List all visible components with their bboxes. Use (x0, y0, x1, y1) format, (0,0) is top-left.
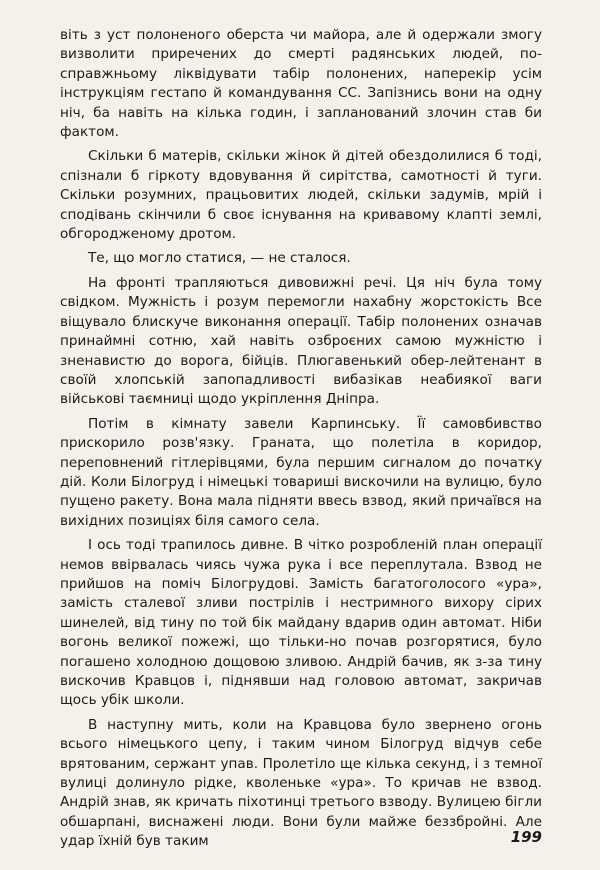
page-number: 199 (510, 828, 542, 846)
paragraph: В наступну мить, коли на Кравцова було звернено огонь всього німецького цепу, і таким чином Білогруд відчув себе врятованим, сержант упав. Пролетіло ще кілька секунд, і з темної вулиці долинуло рідке, кволеньке «ура». То кричав не взвод. Андрій знав, як кричать піхотинці третього взводу. Вулицею бігли обшарпані, виснажені люди. Вони були майже беззбройні. Але удар їхній був таким (60, 716, 542, 850)
paragraph: Те, що могло статися, — не сталося. (88, 250, 351, 267)
paragraph: віть з уст полоненого оберста чи майора, але й одержали змогу визволити приречених до смерті радянських людей, по-справжньому ліквідувати табір полонених, наперекір усім інструкціям гестапо й командування СС. Запізнись вони на одну ніч, ба навіть на кілька годин, і запланований злочин став би фактом. (60, 27, 542, 141)
paragraph: І ось тоді трапилось дивне. В чітко розробленій план операції немов ввірвалась чиясь чужа рука і все переплутала. Взвод не прийшов на поміч Білогрудові. Замість багатоголосого «ура», замість сталевої зливи пострілів і нестримного вихору сірих шинелей, від тину по той бік майдану вдарив один автомат. Ніби вогонь великої пожежі, що тільки-но почав розгорятися, було погашено холодною дощовою зливою. Андрій бачив, як з-за тину вискочив Кравцов і, піднявши над головою автомат, закричав щось убік школи. (60, 537, 542, 709)
body-text (60, 26, 542, 852)
paragraph: На фронті трапляються дивовижні речі. Ця ніч була тому свідком. Мужність і розум перемогли нахабну жорстокість Все віщувало блискуче виконання операції. Табір полонених означав принаймні сотню, хай навіть озброєних самою мужністю і зненавистю до ворога, бійців. Плюгавенький обер-лейтенант в своїй хлопській запопадливості вибазікав неабиякої ваги військові таємниці щодо укріплення Дніпра. (60, 274, 542, 408)
paragraph: Потім в кімнату завели Карпинську. Її самовбивство прискорило розв'язку. Граната, що полетіла в коридор, переповнений гітлерівцями, була першим сигналом до початку дій. Коли Білогруд і німецькі товариші вискочили на вулицю, було пущено ракету. Вона мала підняти ввесь взвод, який причаївся на вихідних позиціях біля самого села. (60, 415, 542, 529)
paragraph: Скільки б матерів, скільки жінок й дітей обездолилися б тоді, спізнали б гіркоту вдовування й сирітства, самотності й туги. Скільки розумних, працьовитих людей, скільки задумів, мрій і сподівань скінчили б своє існування на кривавому клапті землі, обгородженому дротом. (60, 148, 542, 243)
